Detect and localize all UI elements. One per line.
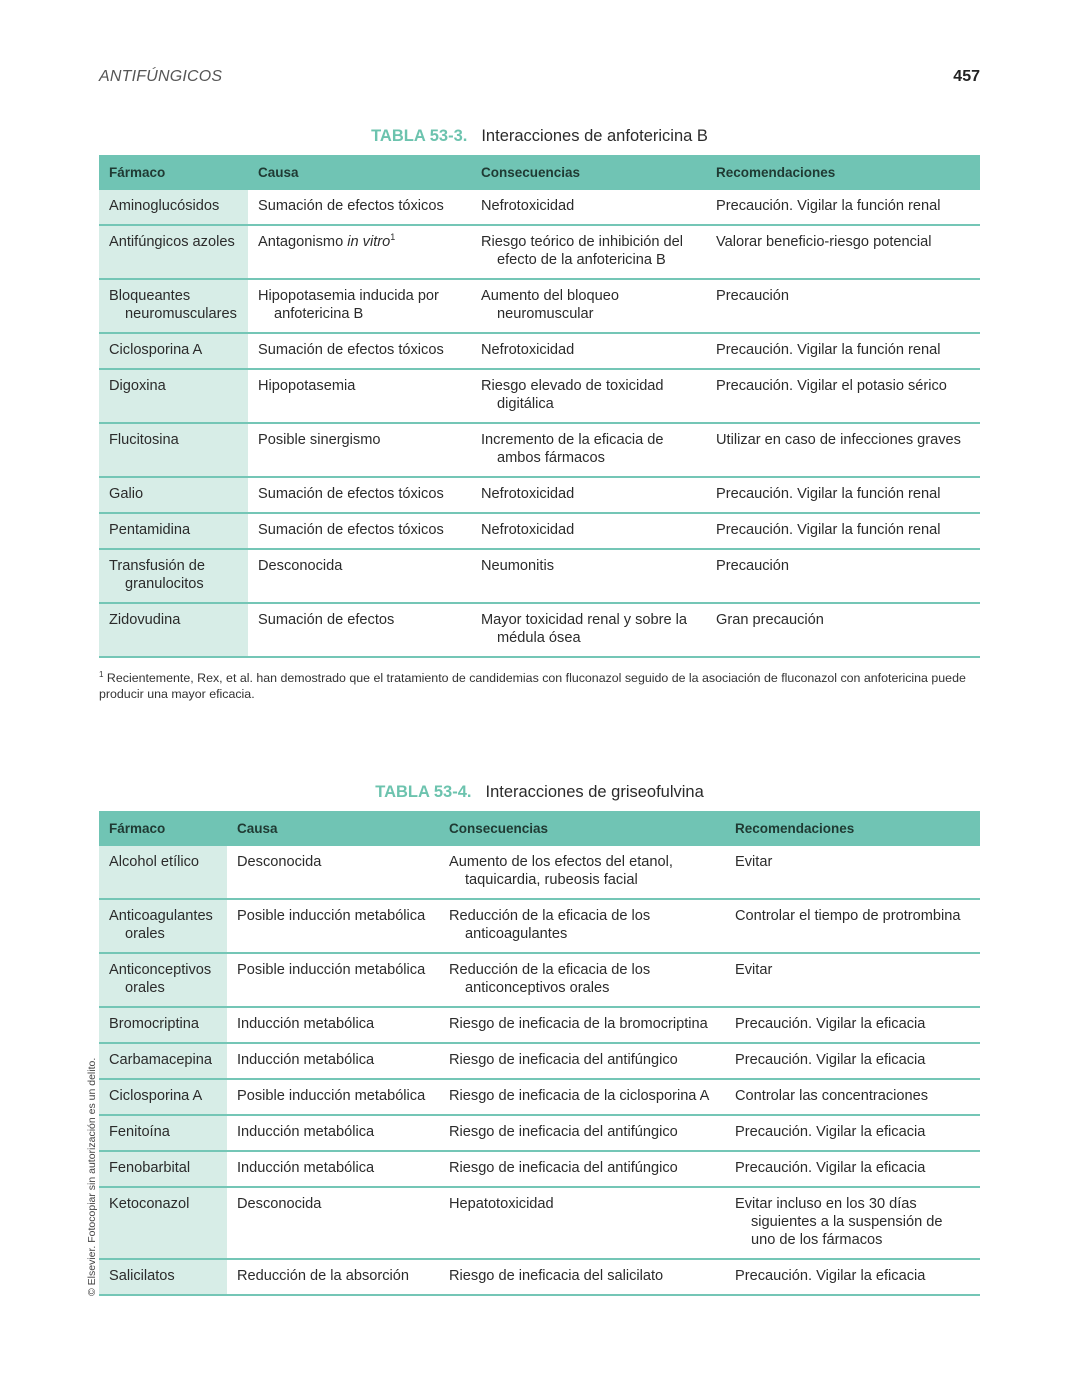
table-title: Interacciones de anfotericina B <box>481 127 708 145</box>
footnote-mark: 1 <box>99 669 104 679</box>
table-caption <box>99 124 980 155</box>
cell-recomendaciones: Evitar incluso en los 30 días siguientes a la suspensión de uno de los fármacos <box>725 1187 980 1259</box>
table-row <box>99 846 980 899</box>
table-row <box>99 333 980 369</box>
cell-recomendaciones: Precaución. Vigilar la eficacia <box>725 1151 980 1187</box>
cell-farmaco: Fenobarbital <box>99 1151 227 1187</box>
cell-consecuencias: Riesgo de ineficacia del antifúngico <box>439 1115 725 1151</box>
cell-causa: Inducción metabólica <box>227 1151 439 1187</box>
cell-consecuencias: Riesgo de ineficacia del antifúngico <box>439 1043 725 1079</box>
cell-recomendaciones: Precaución. Vigilar la eficacia <box>725 1007 980 1043</box>
cell-farmaco: Ketoconazol <box>99 1187 227 1259</box>
cell-farmaco: Ciclosporina A <box>99 333 248 369</box>
cell-farmaco: Pentamidina <box>99 513 248 549</box>
table-header-row <box>99 811 980 846</box>
causa-text: Antagonismo <box>258 234 348 250</box>
cell-consecuencias: Mayor toxicidad renal y sobre la médula ósea <box>471 603 706 657</box>
cell-causa: Inducción metabólica <box>227 1007 439 1043</box>
cell-causa: Sumación de efectos <box>248 603 471 657</box>
cell-recomendaciones: Precaución. Vigilar la función renal <box>706 477 980 513</box>
cell-consecuencias: Nefrotoxicidad <box>471 190 706 225</box>
cell-farmaco: Carbamacepina <box>99 1043 227 1079</box>
cell-farmaco: Anticoagulantes orales <box>99 899 227 953</box>
table-row <box>99 1151 980 1187</box>
cell-causa: Hipopotasemia <box>248 369 471 423</box>
cell-farmaco: Flucitosina <box>99 423 248 477</box>
table-row <box>99 549 980 603</box>
table-title: Interacciones de griseofulvina <box>485 783 704 801</box>
cell-recomendaciones: Precaución <box>706 279 980 333</box>
table-row <box>99 225 980 279</box>
column-header-consecuencias: Consecuencias <box>471 155 706 190</box>
cell-farmaco: Transfusión de granulocitos <box>99 549 248 603</box>
cell-causa: Posible sinergismo <box>248 423 471 477</box>
table-row <box>99 477 980 513</box>
table-label: TABLA 53-3. <box>371 127 468 145</box>
cell-causa <box>248 225 471 279</box>
cell-causa: Posible inducción metabólica <box>227 899 439 953</box>
cell-farmaco: Bromocriptina <box>99 1007 227 1043</box>
cell-recomendaciones: Precaución. Vigilar el potasio sérico <box>706 369 980 423</box>
table-footnote <box>99 670 980 702</box>
running-head: ANTIFÚNGICOS <box>99 68 223 85</box>
cell-causa: Hipopotasemia inducida por anfotericina B <box>248 279 471 333</box>
table-row <box>99 369 980 423</box>
table-header-row <box>99 155 980 190</box>
cell-causa: Inducción metabólica <box>227 1043 439 1079</box>
cell-recomendaciones: Controlar las concentraciones <box>725 1079 980 1115</box>
cell-recomendaciones: Gran precaución <box>706 603 980 657</box>
cell-causa: Posible inducción metabólica <box>227 953 439 1007</box>
table-row <box>99 899 980 953</box>
column-header-recomendaciones: Recomendaciones <box>706 155 980 190</box>
cell-farmaco: Zidovudina <box>99 603 248 657</box>
cell-causa: Sumación de efectos tóxicos <box>248 477 471 513</box>
cell-causa: Desconocida <box>248 549 471 603</box>
cell-farmaco: Bloqueantes neuromusculares <box>99 279 248 333</box>
cell-recomendaciones: Evitar <box>725 846 980 899</box>
cell-farmaco: Aminoglucósidos <box>99 190 248 225</box>
page-number: 457 <box>953 68 980 85</box>
table-row <box>99 1115 980 1151</box>
footnote-text: Recientemente, Rex, et al. han demostrado que el tratamiento de candidemias con fluconazol seguido de la asociación de fluconazol con anfotericina puede producir una mayor eficacia. <box>99 671 966 701</box>
column-header-recomendaciones: Recomendaciones <box>725 811 980 846</box>
table-caption <box>99 780 980 811</box>
table-row <box>99 1187 980 1259</box>
table-row <box>99 190 980 225</box>
cell-recomendaciones: Precaución. Vigilar la función renal <box>706 333 980 369</box>
cell-consecuencias: Reducción de la eficacia de los anticoagulantes <box>439 899 725 953</box>
cell-consecuencias: Hepatotoxicidad <box>439 1187 725 1259</box>
causa-italic: in vitro <box>347 234 391 250</box>
table-row <box>99 423 980 477</box>
cell-causa: Posible inducción metabólica <box>227 1079 439 1115</box>
column-header-farmaco: Fármaco <box>99 155 248 190</box>
column-header-consecuencias: Consecuencias <box>439 811 725 846</box>
cell-consecuencias: Riesgo de ineficacia de la bromocriptina <box>439 1007 725 1043</box>
cell-consecuencias: Incremento de la eficacia de ambos fármacos <box>471 423 706 477</box>
column-header-farmaco: Fármaco <box>99 811 227 846</box>
table-row <box>99 603 980 657</box>
cell-farmaco: Salicilatos <box>99 1259 227 1295</box>
cell-farmaco: Ciclosporina A <box>99 1079 227 1115</box>
cell-recomendaciones: Evitar <box>725 953 980 1007</box>
table-row <box>99 1259 980 1295</box>
cell-farmaco: Antifúngicos azoles <box>99 225 248 279</box>
column-header-causa: Causa <box>248 155 471 190</box>
cell-recomendaciones: Precaución. Vigilar la eficacia <box>725 1259 980 1295</box>
cell-recomendaciones: Precaución. Vigilar la eficacia <box>725 1043 980 1079</box>
cell-causa: Desconocida <box>227 1187 439 1259</box>
cell-recomendaciones: Utilizar en caso de infecciones graves <box>706 423 980 477</box>
table-row <box>99 1007 980 1043</box>
cell-consecuencias: Riesgo de ineficacia de la ciclosporina A <box>439 1079 725 1115</box>
cell-causa: Sumación de efectos tóxicos <box>248 190 471 225</box>
table-block-griseofulvina <box>99 780 980 1296</box>
table-row <box>99 513 980 549</box>
cell-causa: Reducción de la absorción <box>227 1259 439 1295</box>
cell-consecuencias: Nefrotoxicidad <box>471 477 706 513</box>
cell-farmaco: Anticonceptivos orales <box>99 953 227 1007</box>
cell-consecuencias: Riesgo teórico de inhibición del efecto de la anfotericina B <box>471 225 706 279</box>
table-row <box>99 1043 980 1079</box>
table-label: TABLA 53-4. <box>375 783 472 801</box>
cell-recomendaciones: Precaución. Vigilar la función renal <box>706 513 980 549</box>
cell-causa: Inducción metabólica <box>227 1115 439 1151</box>
cell-causa: Sumación de efectos tóxicos <box>248 513 471 549</box>
cell-recomendaciones: Controlar el tiempo de protrombina <box>725 899 980 953</box>
cell-consecuencias: Aumento de los efectos del etanol, taquicardia, rubeosis facial <box>439 846 725 899</box>
cell-recomendaciones: Valorar beneficio-riesgo potencial <box>706 225 980 279</box>
table-row <box>99 953 980 1007</box>
cell-farmaco: Galio <box>99 477 248 513</box>
cell-consecuencias: Nefrotoxicidad <box>471 513 706 549</box>
cell-consecuencias: Riesgo elevado de toxicidad digitálica <box>471 369 706 423</box>
copyright-side-note: © Elsevier. Fotocopiar sin autorización es un delito. <box>86 1057 98 1296</box>
cell-farmaco: Fenitoína <box>99 1115 227 1151</box>
table-row <box>99 1079 980 1115</box>
cell-consecuencias: Reducción de la eficacia de los anticonceptivos orales <box>439 953 725 1007</box>
cell-recomendaciones: Precaución <box>706 549 980 603</box>
cell-farmaco: Alcohol etílico <box>99 846 227 899</box>
cell-consecuencias: Aumento del bloqueo neuromuscular <box>471 279 706 333</box>
cell-recomendaciones: Precaución. Vigilar la función renal <box>706 190 980 225</box>
cell-consecuencias: Riesgo de ineficacia del salicilato <box>439 1259 725 1295</box>
cell-recomendaciones: Precaución. Vigilar la eficacia <box>725 1115 980 1151</box>
footnote-ref: 1 <box>390 232 396 243</box>
interactions-table-griseofulvina <box>99 811 980 1296</box>
table-block-anfotericina <box>99 124 980 702</box>
interactions-table-anfotericina <box>99 155 980 658</box>
cell-causa: Sumación de efectos tóxicos <box>248 333 471 369</box>
cell-causa: Desconocida <box>227 846 439 899</box>
table-row <box>99 279 980 333</box>
cell-consecuencias: Riesgo de ineficacia del antifúngico <box>439 1151 725 1187</box>
cell-consecuencias: Neumonitis <box>471 549 706 603</box>
cell-farmaco: Digoxina <box>99 369 248 423</box>
cell-consecuencias: Nefrotoxicidad <box>471 333 706 369</box>
column-header-causa: Causa <box>227 811 439 846</box>
